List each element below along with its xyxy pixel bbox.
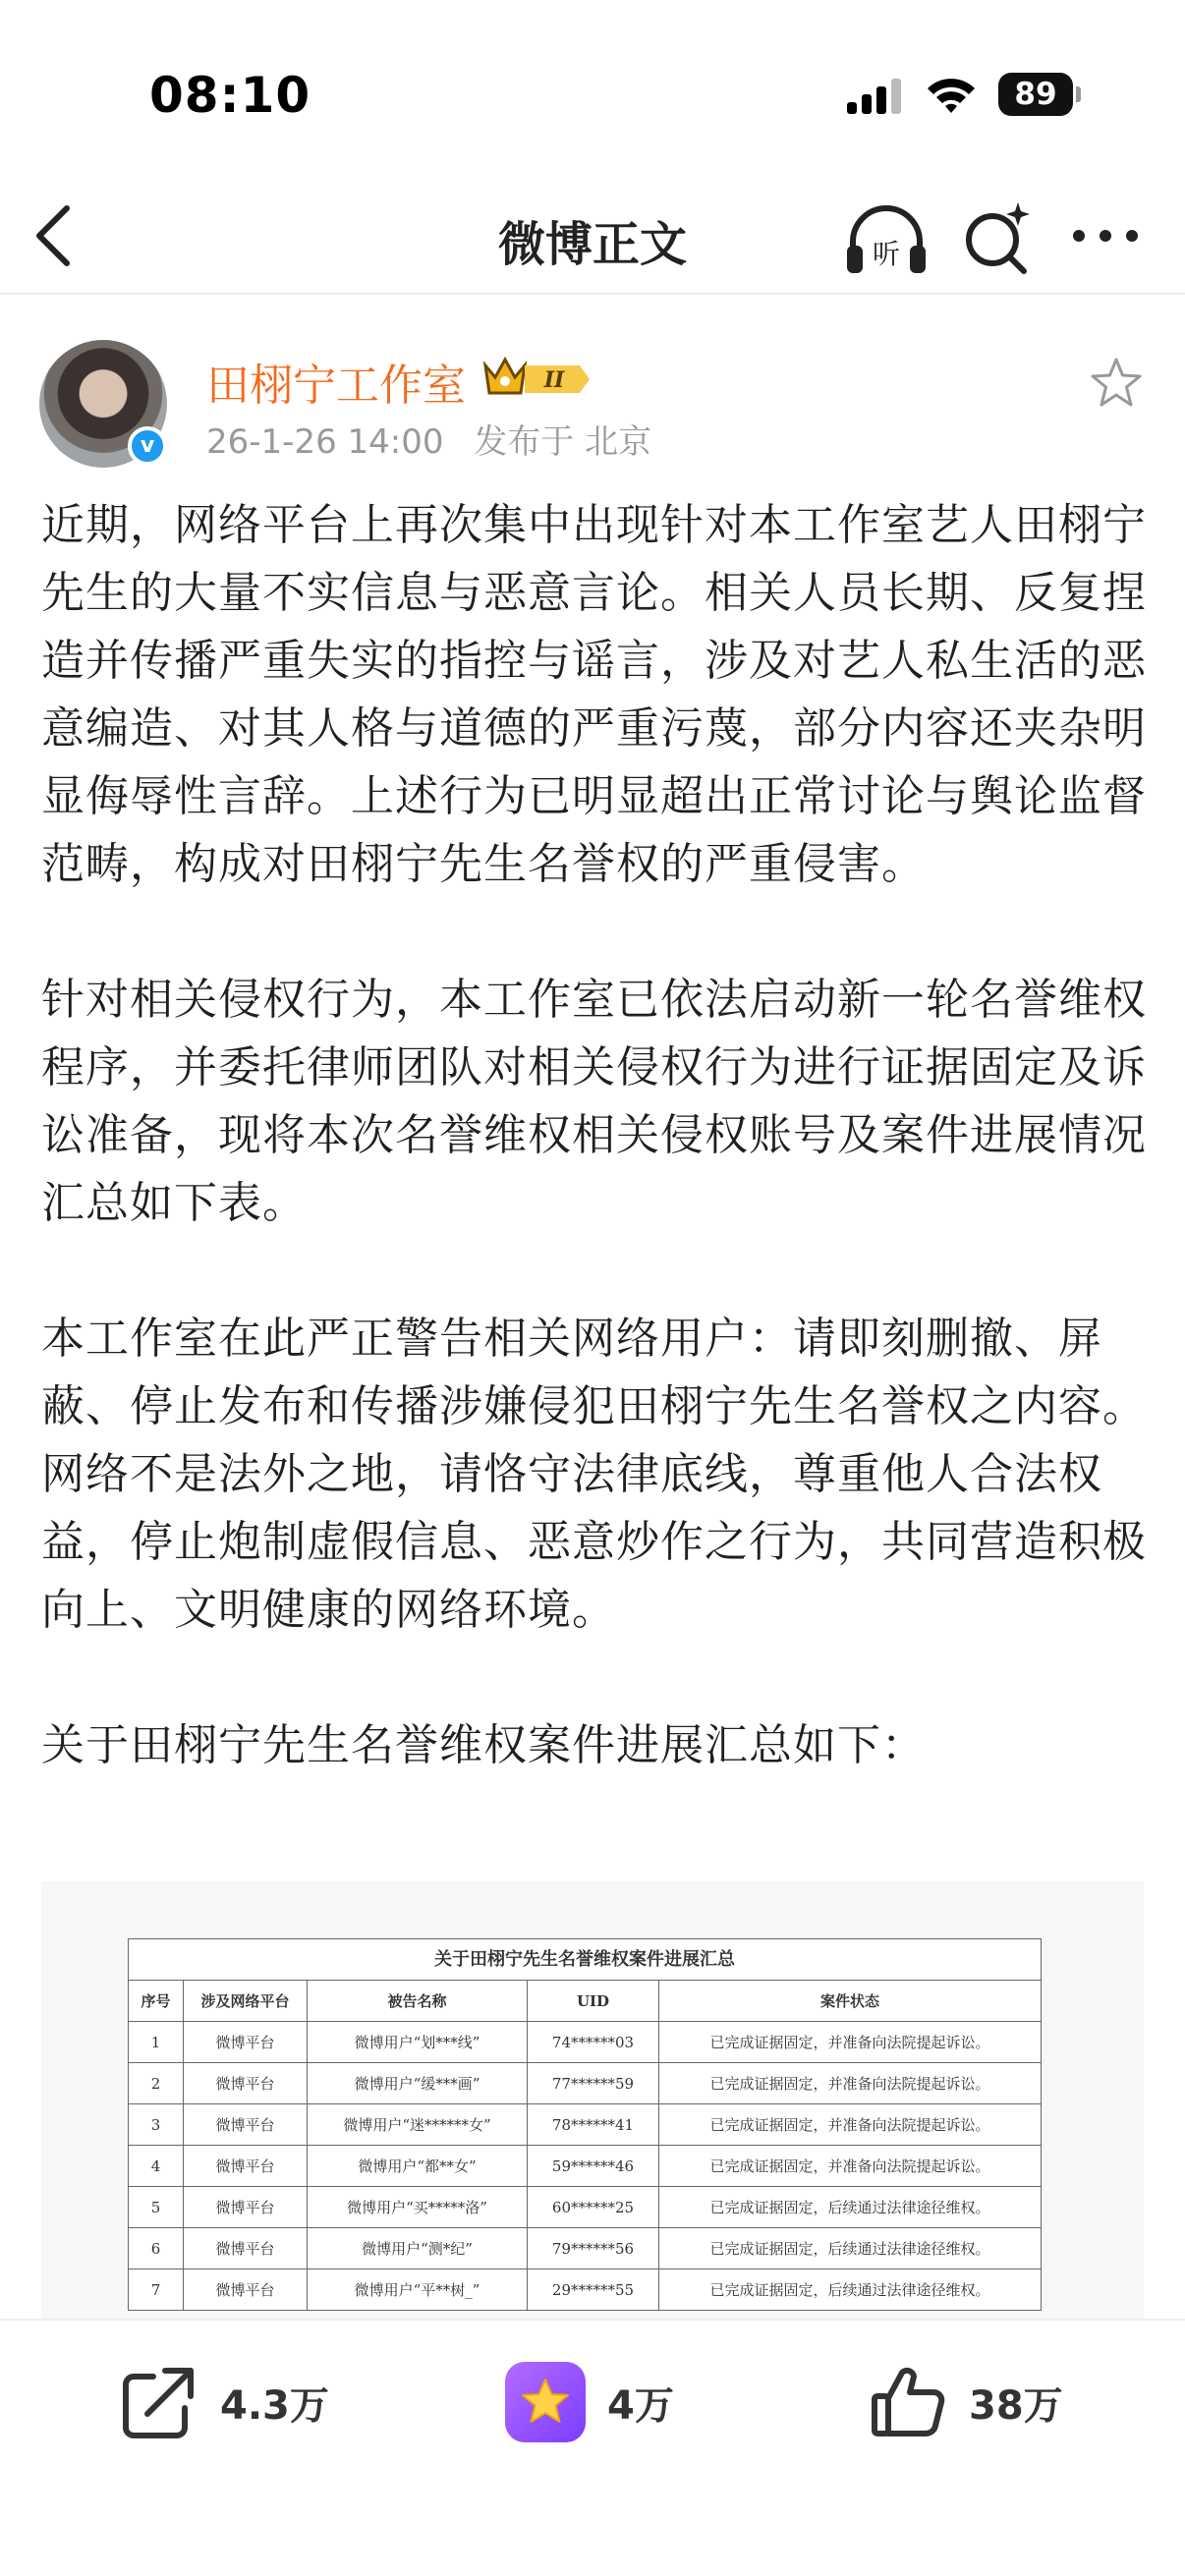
battery-level: 89 [998,73,1073,116]
table-row [129,2269,1042,2311]
table-cell: 已完成证据固定，后续通过法律途径维权。 [659,2187,1042,2228]
more-options-icon[interactable] [1069,214,1142,257]
table-cell: 79******56 [528,2228,659,2269]
table-cell: 59******46 [528,2146,659,2187]
table-cell: 微博平台 [184,2269,308,2311]
like-button[interactable] [869,2358,1063,2446]
coin-button[interactable] [505,2358,674,2446]
vip-crown-badge-icon[interactable] [481,352,595,401]
table-cell: 微博平台 [184,2187,308,2228]
share-count: 4.3万 [220,2382,329,2429]
case-table-title: 关于田栩宁先生名誉维权案件进展汇总 [128,1938,1042,1980]
table-cell: 2 [129,2063,184,2104]
cellular-signal-icon [847,79,902,114]
table-row [129,2228,1042,2269]
table-header-row [129,1981,1042,2022]
post-location: 发布于 北京 [474,422,652,462]
table-cell: 已完成证据固定，并准备向法院提起诉讼。 [659,2146,1042,2187]
table-cell: 6 [129,2228,184,2269]
table-cell: 微博用户“测*纪” [308,2228,528,2269]
table-cell: 77******59 [528,2063,659,2104]
post-paragraph: 关于田栩宁先生名誉维权案件进展汇总如下： [41,1720,926,1770]
table-row [129,2187,1042,2228]
coin-count: 4万 [607,2382,674,2429]
table-cell: 微博平台 [184,2228,308,2269]
table-row [129,2104,1042,2146]
search-sparkle-icon[interactable] [959,198,1036,277]
post-date: 26-1-26 14:00 [206,422,444,462]
post-paragraph: 近期，网络平台上再次集中出现针对本工作室艺人田栩宁先生的大量不实信息与恶意言论。相关人员长期、反复捏造并传播严重失实的指控与谣言，涉及对艺人私生活的恶意编造、对其人格与道德的严重污蔑，部分内容还夹杂明显侮辱性言辞。上述行为已明显超出正常讨论与舆论监督范畴，构成对田栩宁先生名誉权的严重侵害。 [41,500,1147,889]
table-cell: 微博平台 [184,2104,308,2146]
table-header: 案件状态 [659,1981,1042,2022]
battery-icon [998,73,1081,116]
table-header: 序号 [129,1981,184,2022]
table-cell: 微博用户“买*****洛” [308,2187,528,2228]
share-button[interactable] [120,2358,329,2446]
table-cell: 微博平台 [184,2063,308,2104]
svg-text:II: II [543,367,565,393]
table-cell: 29******55 [528,2269,659,2311]
author-name[interactable]: 田栩宁工作室 [206,361,466,411]
table-row [129,2146,1042,2187]
table-cell: 微博用户“缓***画” [308,2063,528,2104]
author-header [0,295,1185,472]
thumbs-up-icon [869,2363,947,2441]
table-cell: 60******25 [528,2187,659,2228]
table-cell: 3 [129,2104,184,2146]
table-cell: 微博平台 [184,2146,308,2187]
nav-bar [0,177,1185,295]
table-cell: 74******03 [528,2022,659,2063]
table-row [129,2063,1042,2104]
like-count: 38万 [969,2382,1063,2429]
status-time: 08:10 [149,67,311,124]
table-cell: 已完成证据固定，后续通过法律途径维权。 [659,2269,1042,2311]
table-header: 涉及网络平台 [184,1981,308,2022]
post-paragraph: 针对相关侵权行为，本工作室已依法启动新一轮名誉维权程序，并委托律师团队对相关侵权行为进行证据固定及诉讼准备，现将本次名誉维权相关侵权账号及案件进展情况汇总如下表。 [41,975,1147,1228]
listen-headphones-icon[interactable] [843,200,930,279]
table-row [129,2022,1042,2063]
table-cell: 已完成证据固定，并准备向法院提起诉讼。 [659,2104,1042,2146]
share-icon [120,2363,198,2441]
case-summary-table [128,1938,1042,2311]
wifi-icon [924,73,979,116]
table-header: UID [528,1981,659,2022]
table-cell: 78******41 [528,2104,659,2146]
post-body [41,491,1152,1847]
table-header: 被告名称 [308,1981,528,2022]
table-cell: 5 [129,2187,184,2228]
table-cell: 微博用户“迷******女” [308,2104,528,2146]
table-cell: 已完成证据固定，并准备向法院提起诉讼。 [659,2022,1042,2063]
action-bar [0,2319,1185,2576]
table-cell: 微博用户“平**树_” [308,2269,528,2311]
coin-star-icon [505,2362,586,2442]
table-cell: 已完成证据固定，并准备向法院提起诉讼。 [659,2063,1042,2104]
post-paragraph: 本工作室在此严正警告相关网络用户：请即刻删撤、屏蔽、停止发布和传播涉嫌侵犯田栩宁先生名誉权之内容。网络不是法外之地，请恪守法律底线，尊重他人合法权益，停止炮制虚假信息、恶意炒作之行为，共同营造积极向上、文明健康的网络环境。 [41,1314,1147,1635]
table-cell: 4 [129,2146,184,2187]
table-cell: 微博平台 [184,2022,308,2063]
table-cell: 已完成证据固定，后续通过法律途径维权。 [659,2228,1042,2269]
svg-text:听: 听 [872,238,901,270]
verified-badge-icon: v [128,426,167,466]
favorite-star-icon[interactable] [1089,356,1144,411]
table-cell: 微博用户“都**女” [308,2146,528,2187]
status-bar [0,0,1185,177]
table-cell: 微博用户“划***线” [308,2022,528,2063]
page-title: 微博正文 [497,217,687,272]
table-cell: 7 [129,2269,184,2311]
table-cell: 1 [129,2022,184,2063]
post-meta [206,415,671,463]
case-summary-image[interactable] [41,1881,1144,2319]
